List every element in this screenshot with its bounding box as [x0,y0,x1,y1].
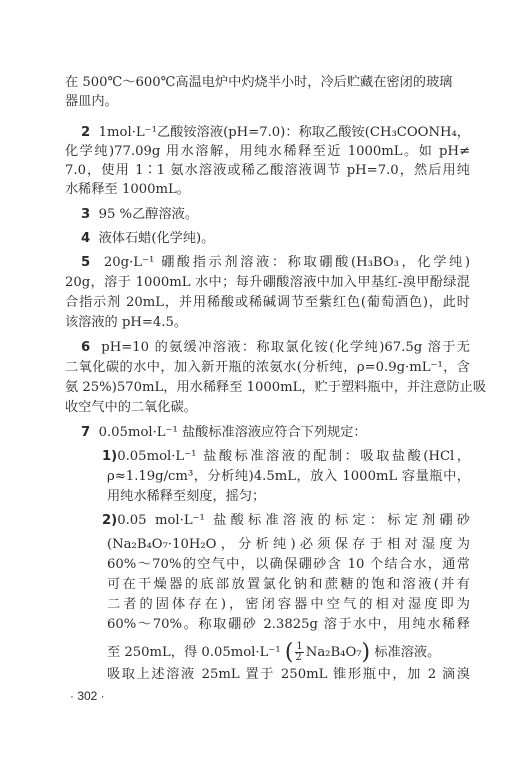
text-line: 氨 25%)570mL，用水稀释至 1000mL，贮于塑料瓶中，并注意防止吸 [65,380,487,395]
text-line: 60%～70%的空气中，以确保硼砂含 10 个结合水，通常 [107,557,470,572]
text-line: 用纯水稀释至刻度，摇匀； [107,489,266,504]
page-number: · 302 · [70,689,105,703]
item-2: 2 1mol·L⁻¹乙酸铵溶液(pH=7.0)：称取乙酸铵(CH₃COONH₄， [81,125,470,140]
text-line: 可在干燥器的底部放置氯化钠和蔗糖的饱和溶液(并有 [107,577,470,592]
item-6: 6 pH=10 的氨缓冲溶液：称取氯化铵(化学纯)67.5g 溶于无 [81,340,470,355]
text-line: 水稀释至 1000mL。 [65,182,190,197]
text-line: 20g，溶于 1000mL 水中；每升硼酸溶液中加入甲基红-溴甲酚绿混 [65,275,470,290]
text-line: 二者的固体存在)，密闭容器中空气的相对湿度即为 [107,597,470,612]
text-line: 吸取上述溶液 25mL 置于 250mL 锥形瓶中，加 2 滴溴 [107,667,470,682]
item-3: 3 95 %乙醇溶液。 [81,207,199,222]
text-line: 该溶液的 pH=4.5。 [65,315,188,330]
text-line: 在 500℃～600℃高温电炉中灼烧半小时，冷后贮藏在密闭的玻璃 [65,75,453,90]
text-line: 器皿内。 [65,94,118,109]
text-line: 7.0，使用 1∶1 氨水溶液或稀乙酸溶液调节 pH=7.0，然后用纯 [65,163,470,178]
text-line: 合指示剂 20mL，并用稀酸或稀碱调节至紫红色(葡萄酒色)，此时 [65,295,470,310]
text-line: (Na₂B₄O₇·10H₂O，分析纯)必须保存于相对湿度为 [107,537,470,552]
item-4: 4 液体石蜡(化学纯)。 [81,231,215,246]
text-line: 化学纯)77.09g 用水溶解，用纯水稀释至近 1000mL。如 pH≠ [65,144,470,159]
text-line: ρ≈1.19g/cm³，分析纯)4.5mL，放入 1000mL 容量瓶中， [107,469,470,484]
text-line: 60%～70%。称取硼砂 2.3825g 溶于水中，用纯水稀释 [107,617,470,632]
text-line: 收空气中的二氧化碳。 [65,400,197,415]
fraction: $\frac{1}{2}$ [295,641,303,663]
text-line: 二氧化碳的水中，加入新开瓶的浓氨水(分析纯，ρ=0.9g·mL⁻¹，含 [65,360,470,375]
subitem-1: 1)0.05mol·L⁻¹ 盐酸标准溶液的配制：吸取盐酸(HCl， [102,449,470,464]
subitem-2: 2)0.05 mol·L⁻¹ 盐酸标准溶液的标定：标定剂硼砂 [102,513,470,528]
text-line-fraction: 至 250mL，得 0.05mol·L⁻¹ ( $\frac{1}{2}$ Na₂B₄O₇) 标准溶液。 [107,640,441,665]
item-7: 7 0.05mol·L⁻¹ 盐酸标准溶液应符合下列规定： [81,425,367,440]
item-5: 5 20g·L⁻¹ 硼酸指示剂溶液：称取硼酸(H₃BO₃，化学纯) [81,255,470,270]
